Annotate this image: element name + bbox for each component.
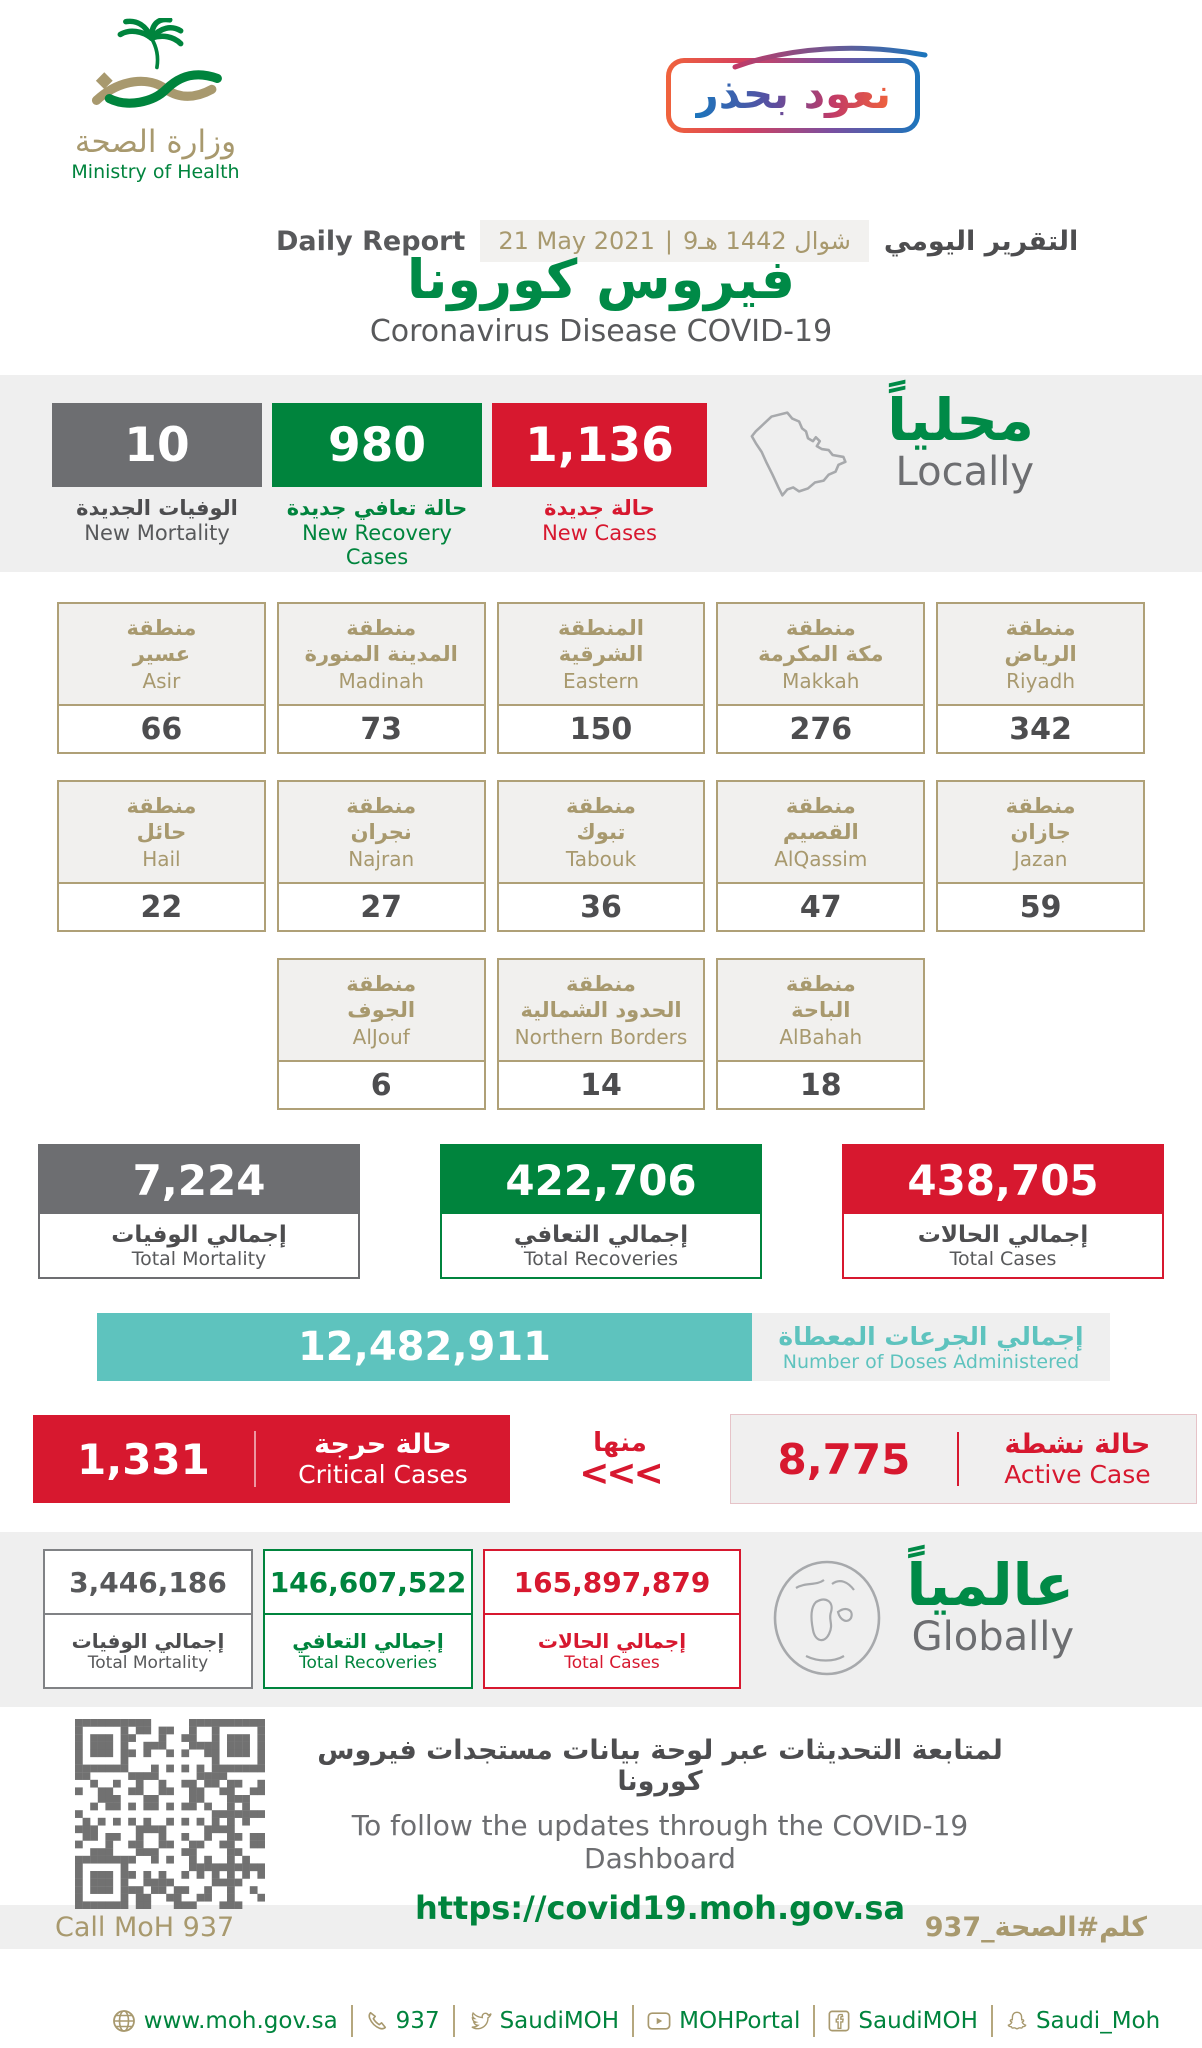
region-name-en: Tabouk [565, 847, 637, 872]
new-mortality-label-en: New Mortality [84, 521, 230, 545]
total-cases-box [842, 1144, 1164, 1279]
locally-heading [887, 386, 1034, 495]
critical-cases-label-ar: حالة حرجة [314, 1428, 452, 1460]
global-cases-label-ar: إجمالي الحالات [537, 1629, 687, 1653]
moh-logo-emblem [71, 18, 241, 126]
daily-report-label-en: Daily Report [276, 225, 466, 257]
twitter-icon [468, 2010, 492, 2032]
region-name-ar: منطقة المدينة المنورة [304, 615, 458, 666]
region-name-ar: منطقة تبوك [566, 793, 636, 844]
total-cases-label-en: Total Cases [949, 1247, 1057, 1270]
region-card-albahah [716, 958, 925, 1110]
total-recoveries-box [440, 1144, 762, 1279]
region-name-ar: منطقة القصيم [782, 793, 859, 844]
region-name-en: AlQassim [774, 847, 868, 872]
region-new-cases: 66 [59, 706, 264, 752]
local-totals-row [0, 1110, 1202, 1279]
date-separator: | [664, 227, 673, 255]
region-new-cases: 150 [499, 706, 704, 752]
locally-heading-ar: محلياً [887, 386, 1034, 454]
region-card-makkah [716, 602, 925, 754]
region-name-en: Najran [348, 847, 415, 872]
active-cases-box [730, 1414, 1197, 1504]
global-cases-label-en: Total Cases [564, 1653, 660, 1673]
footer-website-label: www.moh.gov.sa [143, 2008, 338, 2034]
new-cases-label-ar: حالة جديدة [544, 496, 655, 520]
globally-heading-ar: عالمياً [906, 1551, 1074, 1619]
global-mortality-value: 3,446,186 [45, 1551, 251, 1615]
globe-icon [112, 2009, 136, 2033]
facebook-icon [828, 2010, 850, 2032]
global-mortality-label-ar: إجمالي الوفيات [71, 1629, 225, 1653]
region-name-en: Madinah [338, 669, 424, 694]
region-name-ar: منطقة الباحة [785, 971, 856, 1022]
new-cases-value: 1,136 [492, 403, 707, 487]
new-recoveries-label-en: New Recovery Cases [302, 521, 452, 569]
region-name-ar: منطقة نجران [346, 793, 417, 844]
moh-logo [48, 18, 263, 183]
region-card-asir [57, 602, 266, 754]
region-new-cases: 22 [59, 884, 264, 930]
region-name-ar: منطقة عسير [126, 615, 197, 666]
doses-label-ar: إجمالي الجرعات المعطاة [778, 1321, 1084, 1351]
region-new-cases: 36 [499, 884, 704, 930]
region-name-ar: منطقة الرياض [1004, 615, 1077, 666]
region-new-cases: 47 [718, 884, 923, 930]
logo-arabic-name: وزارة الصحة [74, 124, 237, 160]
region-new-cases: 276 [718, 706, 923, 752]
logo-english-name: Ministry of Health [71, 160, 240, 183]
region-card-jazan [936, 780, 1145, 932]
critical-cases-box [33, 1415, 510, 1503]
report-title-arabic: فيروس كورونا [406, 248, 796, 311]
chevrons-left-icon: <<< [579, 1452, 661, 1494]
phone-icon [366, 2010, 388, 2032]
region-new-cases: 59 [938, 884, 1143, 930]
doses-administered-bar [97, 1313, 1110, 1381]
region-name-en: Hail [142, 847, 181, 872]
region-card-najran [277, 780, 486, 932]
total-mortality-value: 7,224 [40, 1146, 358, 1214]
regions-grid [0, 572, 1202, 1110]
region-card-aljouf [277, 958, 486, 1110]
globally-heading-en: Globally [911, 1613, 1074, 1660]
new-mortality-stat [52, 403, 262, 545]
footer-phone-label: 937 [395, 2008, 440, 2034]
critical-active-row [0, 1414, 1202, 1504]
total-recoveries-label-ar: إجمالي التعافي [513, 1221, 689, 1248]
total-mortality-box [38, 1144, 360, 1279]
youtube-icon [647, 2011, 671, 2031]
total-recoveries-value: 422,706 [442, 1146, 760, 1214]
new-cases-label-en: New Cases [542, 521, 657, 545]
total-mortality-label-ar: إجمالي الوفيات [111, 1221, 287, 1248]
total-cases-value: 438,705 [844, 1146, 1162, 1214]
saudi-arabia-map-icon [742, 399, 870, 507]
region-new-cases: 342 [938, 706, 1143, 752]
dashboard-url-link[interactable]: https://covid19.moh.gov.sa [414, 1889, 906, 1927]
region-name-en: AlBahah [779, 1025, 863, 1050]
footer-item-snapchat[interactable] [993, 2008, 1173, 2034]
region-name-ar: المنطقة الشرقية [557, 615, 645, 666]
region-name-en: Northern Borders [514, 1025, 688, 1050]
region-new-cases: 27 [279, 884, 484, 930]
new-recoveries-value: 980 [272, 403, 482, 487]
locally-section [0, 375, 1202, 572]
doses-label-en: Number of Doses Administered [782, 1350, 1080, 1373]
global-recoveries-label-en: Total Recoveries [299, 1653, 437, 1673]
footer-item-youtube[interactable] [634, 2008, 813, 2034]
new-cases-stat [492, 403, 707, 545]
region-card-madinah [277, 602, 486, 754]
snapchat-icon [1006, 2010, 1028, 2032]
region-name-ar: منطقة الجوف [346, 971, 417, 1022]
new-recoveries-label-ar: حالة تعافي جديدة [286, 496, 468, 520]
footer-youtube-label: MOHPortal [679, 2008, 801, 2034]
region-card-alqassim [716, 780, 925, 932]
locally-heading-en: Locally [895, 448, 1034, 495]
new-mortality-label-ar: الوفيات الجديدة [76, 496, 238, 520]
region-name-ar: منطقة الحدود الشمالية [520, 971, 682, 1022]
total-mortality-label-en: Total Mortality [131, 1247, 267, 1270]
of-which-label: منها [593, 1427, 647, 1458]
region-card-tabouk [497, 780, 706, 932]
footer-contact-bar [70, 2005, 1202, 2037]
new-recoveries-stat [272, 403, 482, 569]
footer-item-website[interactable] [99, 2008, 351, 2034]
total-cases-label-ar: إجمالي الحالات [917, 1221, 1089, 1248]
of-which-connector [555, 1427, 685, 1494]
globally-section [0, 1532, 1202, 1707]
region-new-cases: 14 [499, 1062, 704, 1108]
call-moh-hashtag: كلم#الصحة_937 [924, 1911, 1147, 1943]
region-card-riyadh [936, 602, 1145, 754]
region-new-cases: 6 [279, 1062, 484, 1108]
region-name-ar: منطقة حائل [126, 793, 197, 844]
date-gregorian: 21 May 2021 [498, 227, 655, 255]
critical-cases-label-en: Critical Cases [298, 1460, 468, 1490]
footer-facebook-label: SaudiMOH [858, 2008, 978, 2034]
region-name-en: Asir [142, 669, 181, 694]
qr-code [75, 1719, 265, 1909]
region-name-en: Riyadh [1006, 669, 1076, 694]
globe-icon [768, 1558, 886, 1678]
region-name-ar: منطقة مكة المكرمة [758, 615, 884, 666]
critical-cases-value: 1,331 [77, 1434, 210, 1484]
header [0, 0, 1202, 375]
doses-value: 12,482,911 [97, 1313, 752, 1381]
globally-heading [906, 1551, 1074, 1660]
footer-item-facebook[interactable] [815, 2008, 991, 2034]
footer-item-phone[interactable] [353, 2008, 453, 2034]
region-card-eastern [497, 602, 706, 754]
return-with-caution-badge [666, 58, 920, 133]
region-card-northern-borders [497, 958, 706, 1110]
region-name-en: Eastern [562, 669, 639, 694]
dashboard-note-ar: لمتابعة التحديثات عبر لوحة بيانات مستجدات فيروس كورونا [317, 1735, 1003, 1797]
global-recoveries-box [263, 1549, 473, 1689]
global-mortality-box [43, 1549, 253, 1689]
report-title-english: Coronavirus Disease COVID-19 [369, 314, 833, 349]
new-mortality-value: 10 [52, 403, 262, 487]
footer-twitter-label: SaudiMOH [499, 2008, 620, 2034]
global-cases-box [483, 1549, 741, 1689]
call-moh-english: Call MoH 937 [55, 1911, 235, 1943]
region-name-en: Jazan [1013, 847, 1068, 872]
active-cases-label-ar: حالة نشطة [1004, 1428, 1151, 1460]
global-recoveries-value: 146,607,522 [265, 1551, 471, 1615]
footer-snapchat-label: Saudi_Moh [1035, 2008, 1161, 2034]
region-new-cases: 18 [718, 1062, 923, 1108]
region-name-ar: منطقة جازان [1005, 793, 1076, 844]
date-hijri: 9شوال 1442 هـ [682, 227, 851, 255]
region-name-en: Makkah [782, 669, 860, 694]
global-mortality-label-en: Total Mortality [87, 1653, 209, 1673]
active-cases-label-en: Active Case [1004, 1460, 1151, 1490]
active-cases-value: 8,775 [777, 1434, 911, 1484]
region-new-cases: 73 [279, 706, 484, 752]
total-recoveries-label-en: Total Recoveries [523, 1247, 679, 1270]
global-cases-value: 165,897,879 [485, 1551, 739, 1615]
badge-swoosh [730, 41, 930, 71]
badge-label: نعود بحذر [694, 69, 891, 118]
region-name-en: AlJouf [352, 1025, 410, 1050]
region-card-hail [57, 780, 266, 932]
daily-report-label-ar: التقرير اليومي [883, 225, 1079, 257]
dashboard-note-en: To follow the updates through the COVID-19 Dashboard [351, 1809, 969, 1875]
footer-item-twitter[interactable] [455, 2008, 633, 2034]
global-recoveries-label-ar: إجمالي التعافي [292, 1629, 444, 1653]
